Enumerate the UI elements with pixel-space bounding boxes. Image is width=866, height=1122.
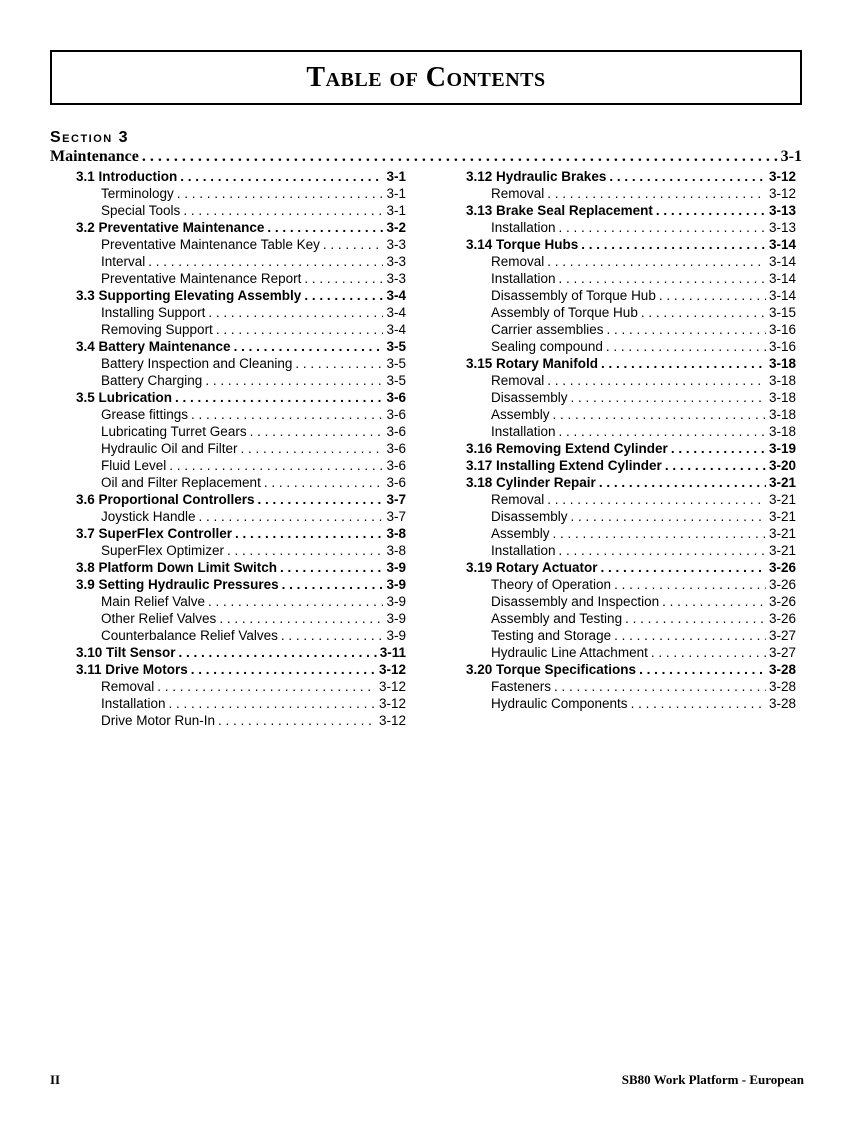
toc-entry-page: 3-26 — [768, 594, 796, 609]
dot-leader — [175, 389, 383, 406]
toc-right-column — [466, 168, 796, 712]
toc-entry-page: 3-9 — [386, 577, 406, 592]
toc-subsection-entry[interactable] — [466, 406, 796, 423]
toc-section-entry[interactable] — [466, 236, 796, 253]
toc-entry-label: Installation — [491, 543, 556, 558]
toc-subsection-entry[interactable] — [466, 287, 796, 304]
toc-section-entry[interactable] — [466, 440, 796, 457]
dot-leader — [157, 678, 376, 695]
toc-section-entry[interactable] — [466, 355, 796, 372]
toc-entry-page: 3-4 — [386, 288, 406, 303]
toc-subsection-entry[interactable] — [466, 219, 796, 236]
toc-subsection-entry[interactable] — [76, 236, 406, 253]
toc-entry-page: 3-9 — [386, 628, 406, 643]
dot-leader — [169, 695, 376, 712]
toc-entry-page: 3-21 — [768, 543, 796, 558]
toc-subsection-entry[interactable] — [466, 610, 796, 627]
dot-leader — [169, 457, 383, 474]
toc-entry-page: 3-13 — [768, 220, 796, 235]
toc-entry-page: 3-14 — [768, 254, 796, 269]
toc-entry-page: 3-14 — [768, 288, 796, 303]
toc-entry-page: 3-12 — [378, 662, 406, 677]
toc-entry-label: 3.4 Battery Maintenance — [76, 339, 231, 354]
toc-entry-label: Battery Charging — [101, 373, 203, 388]
footer-document-name: SB80 Work Platform - European — [621, 1072, 804, 1087]
toc-entry-label: 3.12 Hydraulic Brakes — [466, 169, 607, 184]
toc-subsection-entry[interactable] — [466, 491, 796, 508]
toc-section-entry[interactable] — [76, 644, 406, 661]
toc-entry-label: Disassembly and Inspection — [491, 594, 660, 609]
toc-entry-label: Installation — [491, 271, 556, 286]
toc-entry-label: 3.6 Proportional Controllers — [76, 492, 255, 507]
toc-entry-page: 3-9 — [386, 560, 406, 575]
toc-subsection-entry[interactable] — [76, 202, 406, 219]
toc-entry-page: 3-5 — [386, 373, 406, 388]
dot-leader — [665, 457, 766, 474]
toc-entry-page: 3-6 — [386, 390, 406, 405]
toc-subsection-entry[interactable] — [466, 593, 796, 610]
dot-leader — [323, 236, 384, 253]
dot-leader — [547, 253, 766, 270]
dot-leader — [227, 542, 383, 559]
toc-section-entry[interactable] — [466, 168, 796, 185]
toc-entry-page: 3-9 — [386, 611, 406, 626]
toc-subsection-entry[interactable] — [466, 695, 796, 712]
toc-entry-page: 3-21 — [768, 492, 796, 507]
dot-leader — [581, 236, 766, 253]
toc-entry-page: 3-28 — [768, 696, 796, 711]
toc-entry-label: Fasteners — [491, 679, 552, 694]
dot-leader — [553, 406, 766, 423]
dot-leader — [659, 287, 766, 304]
toc-subsection-entry[interactable] — [466, 304, 796, 321]
toc-subsection-entry[interactable] — [466, 525, 796, 542]
chapter-entry[interactable] — [50, 148, 802, 168]
toc-entry-page: 3-18 — [768, 356, 796, 371]
dot-leader — [191, 406, 383, 423]
dot-leader — [258, 491, 384, 508]
dot-leader — [264, 474, 384, 491]
toc-subsection-entry[interactable] — [76, 253, 406, 270]
toc-entry-label: Assembly — [491, 526, 550, 541]
toc-subsection-entry[interactable] — [466, 253, 796, 270]
dot-leader — [148, 253, 383, 270]
toc-subsection-entry[interactable] — [76, 593, 406, 610]
dot-leader — [606, 338, 766, 355]
dot-leader — [662, 593, 766, 610]
dot-leader — [607, 321, 766, 338]
toc-subsection-entry[interactable] — [76, 355, 406, 372]
dot-leader — [559, 270, 766, 287]
toc-entry-page: 3-12 — [768, 169, 796, 184]
dot-leader — [651, 644, 766, 661]
toc-subsection-entry[interactable] — [466, 508, 796, 525]
dot-leader — [547, 185, 766, 202]
dot-leader — [601, 355, 766, 372]
toc-entry-page: 3-12 — [378, 696, 406, 711]
toc-entry-page: 3-21 — [768, 475, 796, 490]
toc-subsection-entry[interactable] — [76, 712, 406, 729]
chapter-page: 3-1 — [780, 148, 802, 165]
toc-entry-page: 3-6 — [386, 407, 406, 422]
toc-entry-label: 3.7 SuperFlex Controller — [76, 526, 233, 541]
toc-entry-page: 3-6 — [386, 441, 406, 456]
footer-page-number: II — [50, 1072, 61, 1087]
dot-leader — [554, 678, 766, 695]
toc-entry-label: Fluid Level — [101, 458, 167, 473]
toc-entry-label: Removing Support — [101, 322, 213, 337]
toc-entry-page: 3-12 — [378, 713, 406, 728]
dot-leader — [281, 627, 384, 644]
toc-entry-label: SuperFlex Optimizer — [101, 543, 225, 558]
dot-leader — [208, 304, 383, 321]
toc-entry-label: Assembly of Torque Hub — [491, 305, 638, 320]
toc-entry-page: 3-14 — [768, 237, 796, 252]
toc-entry-label: Removal — [491, 254, 545, 269]
toc-entry-page: 3-15 — [768, 305, 796, 320]
dot-leader — [547, 372, 766, 389]
toc-entry-page: 3-20 — [768, 458, 796, 473]
toc-entry-page: 3-18 — [768, 407, 796, 422]
toc-entry-page: 3-6 — [386, 424, 406, 439]
dot-leader — [641, 304, 766, 321]
toc-entry-label: Grease fittings — [101, 407, 189, 422]
toc-entry-label: Oil and Filter Replacement — [101, 475, 261, 490]
section-heading: Section 3 — [50, 129, 130, 146]
toc-entry-label: Special Tools — [101, 203, 181, 218]
toc-entry-page: 3-6 — [386, 458, 406, 473]
toc-section-entry[interactable] — [76, 661, 406, 678]
toc-entry-page: 3-28 — [768, 679, 796, 694]
toc-entry-page: 3-19 — [768, 441, 796, 456]
toc-left-column — [76, 168, 406, 729]
toc-section-entry[interactable] — [76, 219, 406, 236]
toc-subsection-entry[interactable] — [466, 338, 796, 355]
toc-subsection-entry[interactable] — [76, 406, 406, 423]
toc-section-entry[interactable] — [76, 491, 406, 508]
toc-section-entry[interactable] — [76, 287, 406, 304]
toc-entry-page: 3-4 — [386, 322, 406, 337]
toc-entry-label: Assembly and Testing — [491, 611, 623, 626]
toc-entry-label: Lubricating Turret Gears — [101, 424, 247, 439]
dot-leader — [267, 219, 383, 236]
toc-entry-label: Joystick Handle — [101, 509, 196, 524]
toc-entry-label: Disassembly — [491, 509, 568, 524]
toc-entry-label: 3.8 Platform Down Limit Switch — [76, 560, 278, 575]
toc-entry-page: 3-13 — [768, 203, 796, 218]
chapter-label: Maintenance — [50, 148, 139, 165]
toc-entry-label: 3.3 Supporting Elevating Assembly — [76, 288, 302, 303]
toc-subsection-entry[interactable] — [466, 185, 796, 202]
dot-leader — [559, 423, 766, 440]
toc-entry-label: 3.9 Setting Hydraulic Pressures — [76, 577, 279, 592]
toc-entry-label: Installation — [491, 220, 556, 235]
toc-entry-page: 3-11 — [379, 645, 406, 660]
dot-leader — [571, 508, 766, 525]
toc-entry-page: 3-26 — [768, 560, 796, 575]
toc-entry-label: Battery Inspection and Cleaning — [101, 356, 293, 371]
dot-leader — [599, 474, 766, 491]
dot-leader — [559, 542, 766, 559]
toc-subsection-entry[interactable] — [76, 440, 406, 457]
toc-entry-page: 3-1 — [386, 203, 406, 218]
toc-entry-page: 3-21 — [768, 526, 796, 541]
toc-section-entry[interactable] — [466, 202, 796, 219]
toc-section-entry[interactable] — [76, 168, 406, 185]
toc-subsection-entry[interactable] — [76, 695, 406, 712]
dot-leader — [304, 270, 383, 287]
toc-entry-page: 3-16 — [768, 339, 796, 354]
toc-section-entry[interactable] — [466, 457, 796, 474]
toc-entry-label: 3.1 Introduction — [76, 169, 178, 184]
toc-entry-label: Other Relief Valves — [101, 611, 217, 626]
dot-leader — [208, 593, 383, 610]
toc-entry-label: 3.5 Lubrication — [76, 390, 173, 405]
toc-entry-page: 3-8 — [386, 526, 406, 541]
toc-entry-label: Interval — [101, 254, 146, 269]
dot-leader — [179, 644, 377, 661]
dot-leader — [625, 610, 766, 627]
toc-entry-label: 3.20 Torque Specifications — [466, 662, 637, 677]
toc-entry-label: Testing and Storage — [491, 628, 612, 643]
toc-section-entry[interactable] — [466, 661, 796, 678]
toc-entry-label: 3.16 Removing Extend Cylinder — [466, 441, 668, 456]
toc-entry-label: 3.13 Brake Seal Replacement — [466, 203, 653, 218]
toc-entry-label: Installation — [491, 424, 556, 439]
toc-entry-label: Hydraulic Line Attachment — [491, 645, 648, 660]
dot-leader — [571, 389, 766, 406]
toc-subsection-entry[interactable] — [76, 508, 406, 525]
toc-section-entry[interactable] — [466, 474, 796, 491]
toc-entry-label: Sealing compound — [491, 339, 603, 354]
toc-entry-page: 3-6 — [386, 475, 406, 490]
dot-leader — [553, 525, 766, 542]
dot-leader — [219, 610, 383, 627]
toc-entry-page: 3-27 — [768, 628, 796, 643]
dot-leader — [280, 559, 383, 576]
toc-subsection-entry[interactable] — [466, 270, 796, 287]
toc-section-entry[interactable] — [76, 576, 406, 593]
toc-entry-page: 3-4 — [386, 305, 406, 320]
toc-section-entry[interactable] — [76, 338, 406, 355]
toc-entry-page: 3-7 — [386, 509, 406, 524]
toc-entry-page: 3-2 — [386, 220, 406, 235]
dot-leader — [601, 559, 766, 576]
toc-entry-label: Theory of Operation — [491, 577, 612, 592]
toc-entry-page: 3-12 — [768, 186, 796, 201]
toc-entry-label: 3.19 Rotary Actuator — [466, 560, 598, 575]
toc-entry-label: Drive Motor Run-In — [101, 713, 216, 728]
dot-leader — [547, 491, 766, 508]
toc-entry-label: 3.15 Rotary Manifold — [466, 356, 599, 371]
toc-entry-page: 3-28 — [768, 662, 796, 677]
toc-entry-page: 3-26 — [768, 577, 796, 592]
toc-subsection-entry[interactable] — [466, 321, 796, 338]
dot-leader — [241, 440, 384, 457]
toc-subsection-entry[interactable] — [76, 321, 406, 338]
dot-leader — [656, 202, 766, 219]
toc-entry-label: Hydraulic Components — [491, 696, 628, 711]
toc-entry-label: 3.10 Tilt Sensor — [76, 645, 176, 660]
toc-entry-page: 3-3 — [386, 237, 406, 252]
toc-subsection-entry[interactable] — [76, 372, 406, 389]
toc-subsection-entry[interactable] — [466, 372, 796, 389]
toc-entry-label: Preventative Maintenance Report — [101, 271, 302, 286]
toc-subsection-entry[interactable] — [466, 627, 796, 644]
toc-entry-page: 3-18 — [768, 373, 796, 388]
toc-entry-page: 3-21 — [768, 509, 796, 524]
toc-section-entry[interactable] — [76, 559, 406, 576]
toc-subsection-entry[interactable] — [76, 423, 406, 440]
dot-leader — [671, 440, 766, 457]
toc-entry-label: Counterbalance Relief Valves — [101, 628, 278, 643]
dot-leader — [234, 338, 384, 355]
toc-entry-label: Removal — [491, 186, 545, 201]
toc-entry-page: 3-7 — [386, 492, 406, 507]
toc-entry-label: Disassembly of Torque Hub — [491, 288, 656, 303]
dot-leader — [614, 627, 766, 644]
toc-entry-label: Terminology — [101, 186, 174, 201]
dot-leader — [218, 712, 376, 729]
dot-leader — [631, 695, 766, 712]
dot-leader — [250, 423, 384, 440]
toc-subsection-entry[interactable] — [466, 678, 796, 695]
toc-entry-label: Main Relief Valve — [101, 594, 206, 609]
toc-subsection-entry[interactable] — [76, 474, 406, 491]
dot-leader — [304, 287, 383, 304]
toc-subsection-entry[interactable] — [466, 576, 796, 593]
dot-leader — [183, 202, 383, 219]
dot-leader — [191, 661, 376, 678]
toc-subsection-entry[interactable] — [76, 610, 406, 627]
toc-entry-label: Removal — [491, 492, 545, 507]
toc-subsection-entry[interactable] — [466, 542, 796, 559]
toc-entry-page: 3-5 — [386, 356, 406, 371]
toc-entry-label: 3.17 Installing Extend Cylinder — [466, 458, 662, 473]
dot-leader — [205, 372, 383, 389]
toc-entry-page: 3-1 — [386, 186, 406, 201]
toc-subsection-entry[interactable] — [76, 185, 406, 202]
toc-entry-page: 3-27 — [768, 645, 796, 660]
dot-leader — [216, 321, 384, 338]
toc-entry-page: 3-3 — [386, 254, 406, 269]
dot-leader — [142, 148, 778, 166]
dot-leader — [199, 508, 384, 525]
toc-entry-label: Hydraulic Oil and Filter — [101, 441, 238, 456]
toc-entry-label: Preventative Maintenance Table Key — [101, 237, 320, 252]
toc-entry-label: Assembly — [491, 407, 550, 422]
toc-entry-label: Carrier assemblies — [491, 322, 604, 337]
toc-entry-label: 3.14 Torque Hubs — [466, 237, 579, 252]
dot-leader — [639, 661, 766, 678]
page-title: Table of Contents — [50, 50, 802, 105]
toc-section-entry[interactable] — [76, 389, 406, 406]
toc-entry-label: 3.2 Preventative Maintenance — [76, 220, 265, 235]
toc-section-entry[interactable] — [76, 525, 406, 542]
dot-leader — [295, 355, 383, 372]
toc-subsection-entry[interactable] — [466, 644, 796, 661]
toc-entry-page: 3-8 — [386, 543, 406, 558]
toc-entry-page: 3-5 — [386, 339, 406, 354]
toc-entry-page: 3-1 — [386, 169, 406, 184]
toc-subsection-entry[interactable] — [76, 627, 406, 644]
dot-leader — [559, 219, 766, 236]
dot-leader — [180, 168, 383, 185]
toc-subsection-entry[interactable] — [466, 389, 796, 406]
toc-entry-page: 3-14 — [768, 271, 796, 286]
toc-entry-label: Disassembly — [491, 390, 568, 405]
toc-entry-label: Removal — [491, 373, 545, 388]
toc-subsection-entry[interactable] — [466, 423, 796, 440]
dot-leader — [614, 576, 766, 593]
toc-subsection-entry[interactable] — [76, 270, 406, 287]
dot-leader — [177, 185, 384, 202]
toc-subsection-entry[interactable] — [76, 542, 406, 559]
toc-entry-label: Removal — [101, 679, 155, 694]
toc-entry-page: 3-26 — [768, 611, 796, 626]
toc-entry-label: 3.18 Cylinder Repair — [466, 475, 596, 490]
toc-entry-page: 3-18 — [768, 424, 796, 439]
toc-entry-label: Installation — [101, 696, 166, 711]
dot-leader — [282, 576, 384, 593]
toc-entry-label: 3.11 Drive Motors — [76, 662, 188, 677]
dot-leader — [609, 168, 766, 185]
toc-subsection-entry[interactable] — [76, 678, 406, 695]
toc-entry-page: 3-9 — [386, 594, 406, 609]
toc-entry-page: 3-18 — [768, 390, 796, 405]
toc-subsection-entry[interactable] — [76, 304, 406, 321]
toc-entry-page: 3-3 — [386, 271, 406, 286]
toc-subsection-entry[interactable] — [76, 457, 406, 474]
toc-entry-page: 3-12 — [378, 679, 406, 694]
dot-leader — [235, 525, 383, 542]
toc-entry-label: Installing Support — [101, 305, 206, 320]
toc-section-entry[interactable] — [466, 559, 796, 576]
toc-entry-page: 3-16 — [768, 322, 796, 337]
